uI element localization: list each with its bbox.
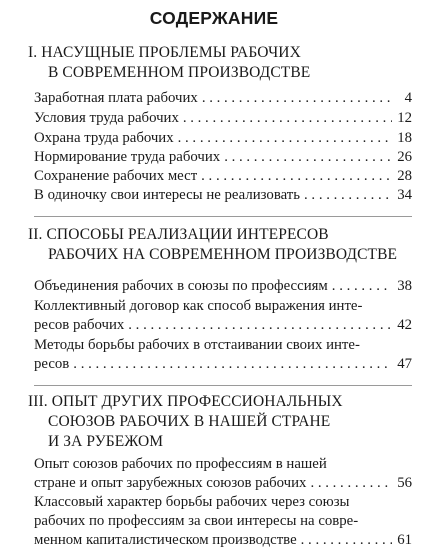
toc-page-number: 56 <box>397 475 412 491</box>
leader-dots <box>310 474 392 493</box>
toc-entry-text: Объединения рабочих в союзы по профессиям <box>34 278 328 294</box>
toc-entry-text: В одиночку свои интересы не реализовать <box>34 187 301 203</box>
toc-entry[interactable] <box>34 493 412 550</box>
section-heading-3 <box>28 392 412 452</box>
toc-page-number: 34 <box>397 187 412 203</box>
toc-entry-text: Методы борьбы рабочих в отстаивании своих инте- <box>34 337 360 353</box>
toc-page-number: 4 <box>404 90 412 106</box>
toc-entry-text: менном капиталистическом производстве <box>34 532 297 548</box>
toc-entry-text: ресов <box>34 356 70 372</box>
section-divider <box>34 216 412 217</box>
toc-page-number: 42 <box>397 317 412 333</box>
leader-dots <box>301 531 392 550</box>
toc-entry-text: Нормирование труда рабочих <box>34 149 221 165</box>
toc-page-number: 38 <box>397 278 412 294</box>
toc-page-number: 12 <box>397 110 412 126</box>
section-heading-line: III. ОПЫТ ДРУГИХ ПРОФЕССИОНАЛЬНЫХ <box>28 393 343 410</box>
toc-entry[interactable] <box>34 186 412 205</box>
section-heading-2 <box>28 225 412 265</box>
section-heading-line: РАБОЧИХ НА СОВРЕМЕННОМ ПРОИЗВОДСТВЕ <box>48 246 398 263</box>
leader-dots <box>304 186 392 205</box>
toc-entry[interactable] <box>34 167 412 186</box>
toc-page-number: 26 <box>397 149 412 165</box>
leader-dots <box>128 316 392 335</box>
toc-entry[interactable] <box>34 109 412 128</box>
toc-entry-text: ресов рабочих <box>34 317 125 333</box>
toc-page-number: 47 <box>397 356 412 372</box>
section-heading-line: В СОВРЕМЕННОМ ПРОИЗВОДСТВЕ <box>48 64 311 81</box>
section-heading-line: II. СПОСОБЫ РЕАЛИЗАЦИИ ИНТЕРЕСОВ <box>28 226 329 243</box>
section-heading-line: I. НАСУЩНЫЕ ПРОБЛЕМЫ РАБОЧИХ <box>28 44 301 61</box>
toc-entry-text: Коллективный договор как способ выражения инте- <box>34 298 363 314</box>
section-divider <box>34 385 412 386</box>
leader-dots <box>224 148 392 167</box>
toc-entry[interactable] <box>34 277 412 296</box>
toc-entry[interactable] <box>34 297 412 335</box>
section-heading-line: СОЮЗОВ РАБОЧИХ В НАШЕЙ СТРАНЕ <box>48 413 331 430</box>
toc-entry[interactable] <box>34 129 412 148</box>
toc-entry-text: Классовый характер борьбы рабочих через союзы <box>34 494 350 510</box>
leader-dots <box>178 129 392 148</box>
page-title: СОДЕРЖАНИЕ <box>149 8 279 28</box>
toc-entry-text: Заработная плата рабочих <box>34 90 198 106</box>
toc-page-number: 18 <box>397 130 412 146</box>
toc-entry-text: стране и опыт зарубежных союзов рабочих <box>34 475 307 491</box>
toc-entry[interactable] <box>34 89 412 108</box>
toc-entry-text: Условия труда рабочих <box>34 110 179 126</box>
leader-dots <box>202 89 392 108</box>
toc-entry[interactable] <box>34 336 412 374</box>
leader-dots <box>73 355 392 374</box>
leader-dots <box>183 109 392 128</box>
toc-entry-text: Сохранение рабочих мест <box>34 168 198 184</box>
section-heading-line: И ЗА РУБЕЖОМ <box>48 433 164 450</box>
leader-dots <box>332 277 392 296</box>
toc-entry[interactable] <box>34 455 412 493</box>
section-heading-1 <box>28 43 412 83</box>
toc-page-number: 61 <box>397 532 412 548</box>
toc-entry-text: Опыт союзов рабочих по профессиям в нашей <box>34 456 327 472</box>
toc-entry-text: Охрана труда рабочих <box>34 130 174 146</box>
toc-entry-text: рабочих по профессиям за свои интересы на совре- <box>34 513 359 529</box>
toc-entry[interactable] <box>34 148 412 167</box>
toc-page-number: 28 <box>397 168 412 184</box>
leader-dots <box>201 167 392 186</box>
